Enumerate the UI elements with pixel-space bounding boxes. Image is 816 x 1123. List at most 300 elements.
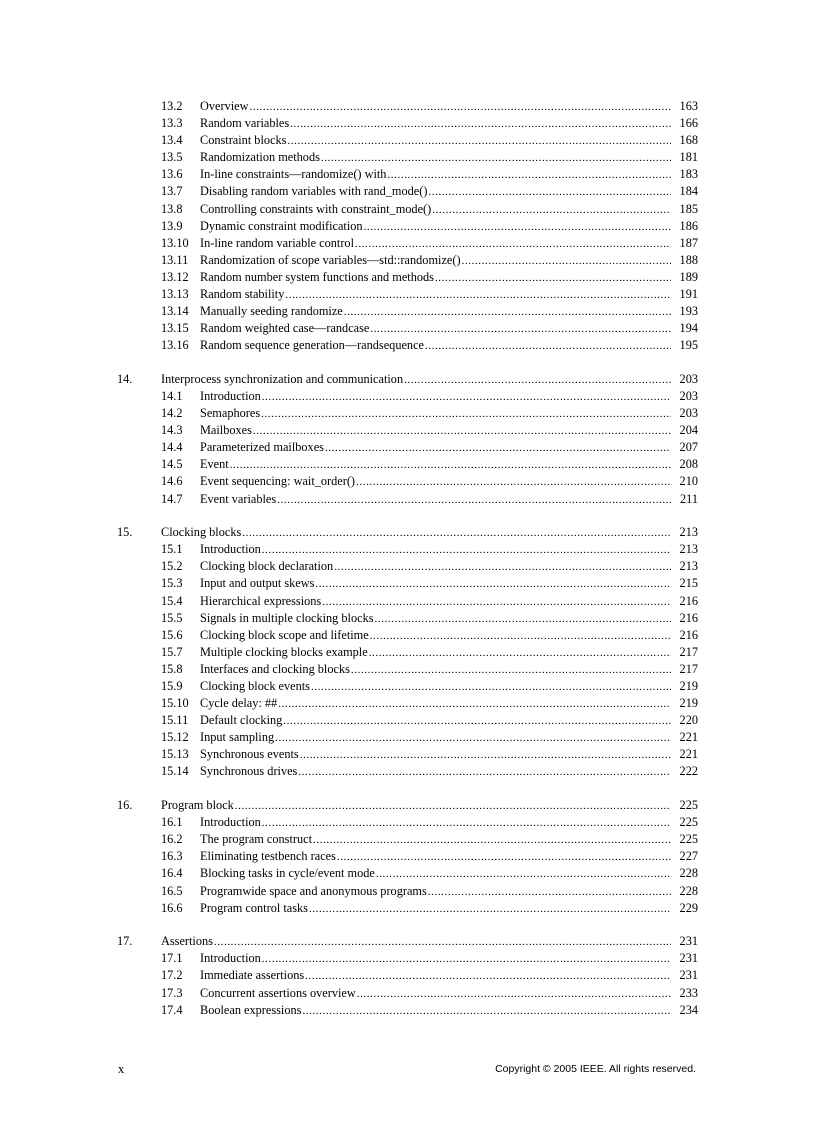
dot-leader	[287, 133, 671, 150]
toc-entry-title-line	[200, 985, 671, 1003]
toc-entry-title-line	[200, 405, 671, 423]
toc-section-entry[interactable]	[0, 456, 816, 473]
toc-entry-title-line	[200, 149, 671, 167]
toc-entry-title-line	[200, 644, 671, 662]
dot-leader	[235, 798, 671, 815]
toc-section-entry[interactable]	[0, 627, 816, 644]
toc-entry-title-line	[161, 797, 671, 815]
dot-leader	[404, 372, 671, 389]
toc-entry-title[interactable]: Assertions	[161, 934, 213, 949]
toc-entry-page[interactable]: 187	[679, 235, 698, 250]
toc-entry-page[interactable]: 227	[679, 849, 698, 864]
toc-section-entry[interactable]	[0, 695, 816, 712]
dot-leader	[435, 270, 671, 287]
toc-entry-number: 14.2	[161, 406, 183, 421]
toc-section-entry[interactable]	[0, 473, 816, 490]
toc-entry-page[interactable]: 204	[679, 423, 698, 438]
toc-entry-title[interactable]: Manually seeding randomize	[200, 304, 343, 319]
toc-entry-title-line	[200, 712, 671, 730]
toc-section-entry[interactable]	[0, 712, 816, 729]
toc-entry-page[interactable]: 203	[679, 406, 698, 421]
toc-entry-number: 14.7	[161, 491, 183, 506]
toc-entry-title[interactable]: Introduction	[200, 389, 261, 403]
toc-entry-title-line	[200, 729, 671, 747]
copyright-notice: Copyright © 2005 IEEE. All rights reserved.	[495, 1063, 696, 1075]
toc-entry-title-line	[200, 558, 671, 576]
toc-entry-title-line	[200, 183, 671, 201]
toc-entry-title[interactable]: Program control tasks	[200, 900, 308, 915]
toc-entry-number: 13.2	[161, 99, 183, 113]
toc-section-entry[interactable]	[0, 405, 816, 422]
toc-entry-number: 17.3	[161, 985, 183, 1000]
toc-entry-title[interactable]: In-line random variable control	[200, 235, 354, 250]
toc-entry-page[interactable]: 213	[679, 525, 698, 540]
dot-leader	[315, 576, 671, 593]
toc-section-entry[interactable]	[0, 1002, 816, 1019]
dot-leader	[369, 645, 671, 662]
toc-entry-page[interactable]: 221	[679, 747, 698, 762]
toc-entry-title[interactable]: Immediate assertions	[200, 968, 305, 983]
toc-entry-number: 15.	[117, 525, 133, 540]
toc-entry-number: 15.11	[161, 713, 189, 728]
toc-entry-page[interactable]: 184	[679, 184, 698, 199]
toc-section-entry[interactable]	[0, 831, 816, 848]
section-gap	[0, 508, 816, 525]
toc-entry-title[interactable]: Randomization methods	[200, 150, 320, 165]
toc-section-entry[interactable]	[0, 593, 816, 610]
toc-section-entry[interactable]	[0, 644, 816, 661]
toc-entry-title[interactable]: Dynamic constraint modification	[200, 218, 363, 233]
toc-entry-title[interactable]: Event variables	[200, 491, 277, 506]
dot-leader	[370, 321, 671, 338]
dot-leader	[344, 304, 671, 321]
toc-entry-title-line	[200, 695, 671, 713]
toc-entry-title[interactable]: Introduction	[200, 542, 261, 557]
toc-entry-page[interactable]: 220	[679, 713, 698, 728]
toc-entry-title[interactable]: Random weighted case—randcase	[200, 321, 370, 336]
section-gap	[0, 917, 816, 934]
toc-entry-page[interactable]: 216	[679, 610, 698, 625]
dot-leader	[309, 901, 671, 918]
dot-leader	[253, 423, 671, 440]
toc-entry-page[interactable]: 231	[679, 951, 698, 966]
toc-entry-title[interactable]: Signals in multiple clocking blocks	[200, 610, 374, 625]
toc-entry-page[interactable]: 195	[679, 338, 698, 353]
toc-entry-title[interactable]: Multiple clocking blocks example	[200, 644, 368, 659]
dot-leader	[242, 525, 671, 542]
dot-leader	[364, 219, 671, 236]
dot-leader	[351, 662, 671, 679]
toc-entry-number: 13.16	[161, 338, 189, 353]
toc-entry-title-line	[200, 320, 671, 338]
toc-entry-title-line	[200, 541, 671, 559]
toc-section-entry[interactable]	[0, 950, 816, 967]
toc-entry-title-line	[161, 933, 671, 951]
dot-leader	[387, 167, 671, 184]
toc-entry-title-line	[200, 422, 671, 440]
table-of-contents	[0, 98, 816, 1019]
toc-entry-number: 15.7	[161, 644, 183, 659]
toc-entry-title[interactable]: Hierarchical expressions	[200, 593, 322, 608]
toc-entry-page[interactable]: 228	[679, 866, 698, 881]
toc-section-entry[interactable]	[0, 269, 816, 286]
dot-leader	[325, 440, 671, 457]
toc-entry-title[interactable]: Boolean expressions	[200, 1002, 302, 1017]
toc-entry-title-line	[200, 166, 671, 184]
toc-entry-title[interactable]: Clocking block declaration	[200, 559, 334, 574]
toc-entry-title-line	[200, 831, 671, 849]
toc-entry-title[interactable]: Disabling random variables with rand_mode()	[200, 184, 428, 199]
dot-leader	[261, 406, 671, 423]
toc-entry-title[interactable]: Overview	[200, 99, 249, 113]
toc-entry-number: 15.1	[161, 542, 183, 557]
toc-entry-number: 15.13	[161, 747, 189, 762]
toc-entry-title-line	[200, 661, 671, 679]
dot-leader	[313, 832, 671, 849]
toc-entry-title[interactable]: Synchronous drives	[200, 764, 298, 779]
dot-leader	[432, 202, 671, 219]
toc-entry-title[interactable]: Interfaces and clocking blocks	[200, 661, 350, 676]
toc-entry-title[interactable]: Random sequence generation—randsequence	[200, 338, 424, 353]
toc-entry-title-line	[200, 286, 671, 304]
toc-entry-title-line	[200, 814, 671, 832]
toc-entry-title-line	[200, 115, 671, 133]
toc-entry-title-line	[200, 456, 671, 474]
toc-entry-number: 14.	[117, 371, 133, 386]
toc-entry-number: 17.1	[161, 951, 183, 966]
toc-entry-title[interactable]: Semaphores	[200, 406, 261, 421]
toc-section-entry[interactable]	[0, 900, 816, 917]
toc-entry-title[interactable]: Introduction	[200, 815, 261, 830]
toc-section-entry[interactable]	[0, 183, 816, 200]
toc-entry-page[interactable]: 215	[679, 576, 698, 591]
toc-section-entry[interactable]	[0, 610, 816, 627]
toc-entry-number: 13.9	[161, 218, 183, 233]
toc-entry-number: 14.3	[161, 423, 183, 438]
toc-entry-title-line	[200, 848, 671, 866]
toc-entry-number: 13.10	[161, 235, 189, 250]
toc-entry-title[interactable]: Event	[200, 457, 229, 472]
toc-entry-title-line	[200, 132, 671, 150]
toc-entry-page[interactable]: 194	[679, 321, 698, 336]
toc-entry-title[interactable]: Cycle delay: ##	[200, 696, 278, 711]
toc-entry-title-line	[200, 252, 671, 270]
toc-entry-number: 13.11	[161, 252, 189, 267]
toc-entry-number: 15.4	[161, 593, 183, 608]
toc-entry-page[interactable]: 234	[679, 1002, 698, 1017]
toc-section-entry[interactable]	[0, 883, 816, 900]
toc-entry-number: 13.14	[161, 304, 189, 319]
toc-section-entry[interactable]	[0, 422, 816, 439]
toc-entry-title-line	[200, 575, 671, 593]
toc-entry-number: 15.12	[161, 730, 189, 745]
toc-entry-page[interactable]: 213	[679, 559, 698, 574]
dot-leader	[262, 815, 671, 832]
toc-section-entry[interactable]	[0, 286, 816, 303]
toc-entry-title-line	[200, 235, 671, 253]
toc-entry-page[interactable]: 225	[679, 832, 698, 847]
toc-section-entry[interactable]	[0, 814, 816, 831]
dot-leader	[275, 730, 671, 747]
dot-leader	[375, 611, 671, 628]
toc-entry-page[interactable]: 186	[679, 218, 698, 233]
toc-entry-page[interactable]: 219	[679, 696, 698, 711]
dot-leader	[262, 951, 671, 968]
toc-entry-title[interactable]: Parameterized mailboxes	[200, 440, 324, 455]
toc-chapter-entry[interactable]	[0, 933, 816, 950]
toc-entry-number: 14.1	[161, 389, 183, 403]
dot-leader	[214, 934, 671, 951]
dot-leader	[277, 492, 671, 509]
toc-entry-page[interactable]: 163	[679, 99, 698, 113]
toc-section-entry[interactable]	[0, 388, 816, 405]
dot-leader	[428, 184, 671, 201]
toc-entry-title[interactable]: Introduction	[200, 951, 261, 966]
dot-leader	[355, 236, 671, 253]
toc-entry-number: 17.2	[161, 968, 183, 983]
toc-entry-title-line	[200, 1002, 671, 1020]
dot-leader	[250, 99, 672, 116]
toc-section-entry[interactable]	[0, 149, 816, 166]
toc-entry-page[interactable]: 221	[679, 730, 698, 745]
toc-entry-title-line	[200, 950, 671, 968]
toc-entry-number: 15.14	[161, 764, 189, 779]
toc-entry-title-line	[200, 303, 671, 321]
dot-leader	[290, 116, 671, 133]
toc-entry-number: 13.5	[161, 150, 183, 165]
toc-entry-title-line	[200, 610, 671, 628]
toc-section-entry[interactable]	[0, 132, 816, 149]
toc-entry-page[interactable]: 216	[679, 627, 698, 642]
toc-entry-number: 13.8	[161, 201, 183, 216]
toc-entry-page[interactable]: 213	[679, 542, 698, 557]
toc-section-entry[interactable]	[0, 252, 816, 269]
dot-leader	[321, 150, 671, 167]
toc-entry-page[interactable]: 222	[679, 764, 698, 779]
dot-leader	[428, 884, 671, 901]
toc-entry-number: 17.	[117, 934, 133, 949]
toc-entry-title[interactable]: Program block	[161, 798, 234, 813]
toc-section-entry[interactable]	[0, 575, 816, 592]
toc-entry-page[interactable]: 183	[679, 167, 698, 182]
toc-entry-page[interactable]: 166	[679, 116, 698, 131]
toc-entry-title[interactable]: Clocking block events	[200, 679, 310, 693]
toc-entry-title-line	[200, 763, 671, 781]
toc-entry-title-line	[161, 524, 671, 542]
toc-entry-number: 15.2	[161, 559, 183, 574]
toc-entry-number: 14.6	[161, 474, 183, 489]
toc-entry-title[interactable]: Interprocess synchronization and communication	[161, 371, 404, 386]
toc-entry-title[interactable]: Random variables	[200, 116, 290, 131]
toc-entry-number: 15.6	[161, 627, 183, 642]
toc-section-entry[interactable]	[0, 746, 816, 763]
dot-leader	[298, 764, 671, 781]
toc-entry-page[interactable]: 193	[679, 304, 698, 319]
toc-entry-title-line	[200, 439, 671, 457]
toc-entry-page[interactable]: 217	[679, 644, 698, 659]
toc-section-entry[interactable]	[0, 541, 816, 558]
toc-entry-title-line	[200, 883, 671, 901]
dot-leader	[285, 287, 671, 304]
toc-entry-page[interactable]: 207	[679, 440, 698, 455]
dot-leader	[262, 542, 671, 559]
toc-entry-page[interactable]: 225	[679, 798, 698, 813]
toc-section-entry[interactable]	[0, 235, 816, 252]
toc-entry-page[interactable]: 191	[679, 287, 698, 302]
toc-section-entry[interactable]	[0, 661, 816, 678]
toc-entry-page[interactable]: 231	[679, 968, 698, 983]
toc-entry-number: 16.3	[161, 849, 183, 864]
dot-leader	[462, 253, 671, 270]
toc-section-entry[interactable]	[0, 491, 816, 508]
toc-entry-page[interactable]: 211	[680, 491, 698, 506]
toc-entry-title[interactable]: Eliminating testbench races	[200, 849, 336, 864]
toc-entry-number: 13.4	[161, 133, 183, 148]
toc-section-entry[interactable]	[0, 439, 816, 456]
toc-entry-number: 13.12	[161, 269, 189, 284]
toc-entry-title-line	[200, 593, 671, 611]
toc-entry-title-line	[200, 98, 671, 116]
toc-entry-title-line	[200, 337, 671, 355]
toc-entry-page[interactable]: 219	[679, 679, 698, 693]
toc-entry-title-line	[200, 746, 671, 764]
page-number: x	[118, 1062, 125, 1076]
toc-section-entry[interactable]	[0, 166, 816, 183]
dot-leader	[262, 389, 671, 406]
dot-leader	[283, 713, 671, 730]
toc-entry-page[interactable]: 225	[679, 815, 698, 830]
toc-section-entry[interactable]	[0, 115, 816, 132]
toc-entry-title[interactable]: Controlling constraints with constraint_mode()	[200, 201, 432, 216]
toc-entry-title[interactable]: Random number system functions and methods	[200, 269, 434, 284]
dot-leader	[305, 968, 671, 985]
dot-leader	[370, 628, 671, 645]
dot-leader	[322, 594, 671, 611]
toc-entry-title[interactable]: Default clocking	[200, 713, 283, 728]
toc-section-entry[interactable]	[0, 985, 816, 1002]
toc-entry-page[interactable]: 231	[679, 934, 698, 949]
toc-entry-title-line	[200, 201, 671, 219]
toc-entry-page[interactable]: 203	[679, 371, 698, 386]
toc-entry-title[interactable]: Input and output skews	[200, 576, 315, 591]
toc-entry-page[interactable]: 217	[679, 661, 698, 676]
dot-leader	[311, 679, 671, 696]
toc-entry-title[interactable]: Clocking blocks	[161, 525, 242, 540]
toc-entry-number: 15.10	[161, 696, 189, 711]
dot-leader	[278, 696, 671, 713]
toc-entry-title-line	[200, 269, 671, 287]
toc-entry-page[interactable]: 185	[679, 201, 698, 216]
toc-entry-title[interactable]: Constraint blocks	[200, 133, 287, 148]
toc-entry-number: 14.5	[161, 457, 183, 472]
toc-entry-number: 13.6	[161, 167, 183, 182]
toc-chapter-entry[interactable]	[0, 371, 816, 388]
toc-section-entry[interactable]	[0, 848, 816, 865]
toc-entry-title[interactable]: Randomization of scope variables—std::randomize()	[200, 252, 461, 267]
toc-section-entry[interactable]	[0, 678, 816, 695]
toc-chapter-entry[interactable]	[0, 524, 816, 541]
toc-entry-number: 15.9	[161, 679, 183, 693]
toc-entry-page[interactable]: 189	[679, 269, 698, 284]
toc-entry-page[interactable]: 216	[679, 593, 698, 608]
toc-entry-page[interactable]: 229	[679, 900, 698, 915]
toc-entry-title[interactable]: Input sampling	[200, 730, 275, 745]
toc-entry-number: 15.5	[161, 610, 183, 625]
dot-leader	[302, 1003, 671, 1020]
toc-entry-page[interactable]: 208	[679, 457, 698, 472]
toc-entry-title-line	[200, 865, 671, 883]
toc-entry-title[interactable]: Mailboxes	[200, 423, 252, 438]
toc-section-entry[interactable]	[0, 967, 816, 984]
toc-entry-title[interactable]: The program construct	[200, 832, 312, 847]
toc-section-entry[interactable]	[0, 729, 816, 746]
toc-entry-title-line	[200, 678, 671, 696]
toc-entry-page[interactable]: 233	[679, 985, 698, 1000]
toc-entry-title-line	[200, 491, 671, 509]
toc-entry-page[interactable]: 181	[679, 150, 698, 165]
toc-entry-number: 13.3	[161, 116, 183, 131]
dot-leader	[300, 747, 671, 764]
toc-section-entry[interactable]	[0, 337, 816, 354]
toc-entry-number: 16.2	[161, 832, 183, 847]
dot-leader	[425, 338, 671, 355]
toc-entry-page[interactable]: 210	[679, 474, 698, 489]
toc-entry-number: 16.6	[161, 900, 183, 915]
toc-entry-number: 14.4	[161, 440, 183, 455]
toc-entry-title[interactable]: Clocking block scope and lifetime	[200, 627, 369, 642]
toc-section-entry[interactable]	[0, 201, 816, 218]
toc-entry-title[interactable]: Event sequencing: wait_order()	[200, 474, 356, 489]
dot-leader	[356, 474, 671, 491]
toc-entry-title[interactable]: Blocking tasks in cycle/event mode	[200, 866, 375, 881]
toc-section-entry[interactable]	[0, 558, 816, 575]
dot-leader	[376, 866, 671, 883]
toc-section-entry[interactable]	[0, 763, 816, 780]
toc-chapter-entry[interactable]	[0, 797, 816, 814]
toc-entry-title[interactable]: Random stability	[200, 287, 285, 302]
section-gap	[0, 781, 816, 798]
toc-entry-number: 13.15	[161, 321, 189, 336]
toc-section-entry[interactable]	[0, 303, 816, 320]
toc-section-entry[interactable]	[0, 320, 816, 337]
toc-entry-title[interactable]: Synchronous events	[200, 747, 299, 762]
toc-entry-page[interactable]: 228	[679, 883, 698, 898]
toc-entry-number: 16.4	[161, 866, 183, 881]
toc-entry-page[interactable]: 188	[679, 252, 698, 267]
toc-entry-title[interactable]: Programwide space and anonymous programs	[200, 883, 427, 898]
toc-entry-number: 13.13	[161, 287, 189, 302]
toc-section-entry[interactable]	[0, 218, 816, 235]
toc-entry-page[interactable]: 203	[679, 389, 698, 403]
dot-leader	[334, 559, 671, 576]
toc-entry-number: 16.	[117, 798, 133, 813]
section-gap	[0, 354, 816, 371]
dot-leader	[337, 849, 671, 866]
toc-entry-title-line	[200, 900, 671, 918]
toc-entry-title[interactable]: Concurrent assertions overview	[200, 985, 356, 1000]
toc-entry-title-line	[200, 218, 671, 236]
toc-entry-title-line	[200, 627, 671, 645]
toc-entry-page[interactable]: 168	[679, 133, 698, 148]
dot-leader	[230, 457, 671, 474]
toc-section-entry[interactable]	[0, 98, 816, 115]
toc-entry-number: 17.4	[161, 1002, 183, 1017]
toc-entry-number: 13.7	[161, 184, 183, 199]
toc-entry-title-line	[200, 473, 671, 491]
toc-section-entry[interactable]	[0, 865, 816, 882]
toc-entry-title[interactable]: In-line constraints—randomize() with	[200, 167, 387, 182]
toc-entry-title-line	[161, 371, 671, 389]
